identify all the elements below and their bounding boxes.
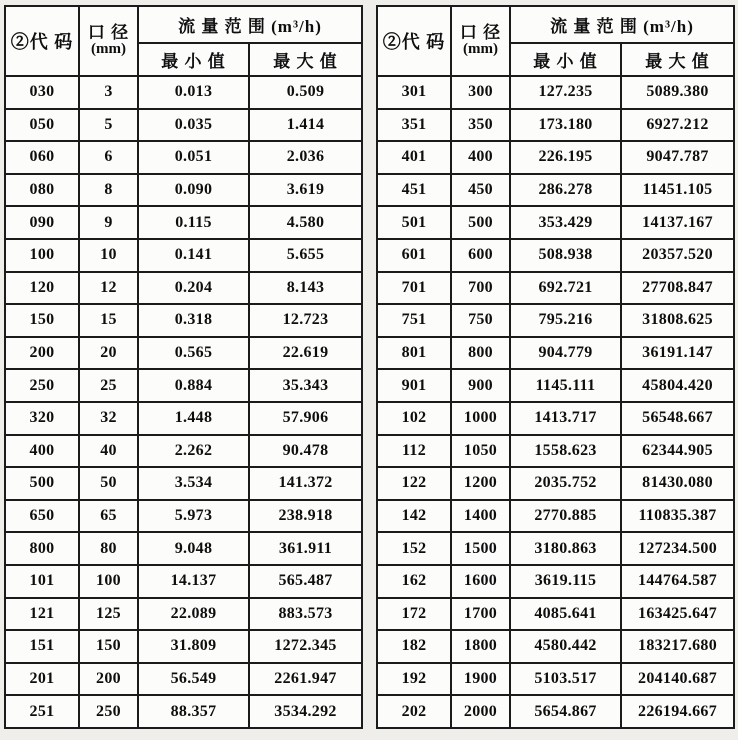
cell-diameter: 8 <box>79 174 138 207</box>
cell-diameter: 2000 <box>451 695 510 728</box>
table-row <box>377 663 734 696</box>
cell-diameter: 500 <box>451 206 510 239</box>
cell-max-value: 883.573 <box>249 598 362 631</box>
cell-max-value: 35.343 <box>249 369 362 402</box>
cell-diameter: 40 <box>79 435 138 468</box>
table-row <box>377 598 734 631</box>
cell-max-value: 11451.105 <box>621 174 734 207</box>
cell-min-value: 88.357 <box>138 695 249 728</box>
cell-max-value: 8.143 <box>249 272 362 305</box>
cell-code: 192 <box>377 663 451 696</box>
cell-max-value: 238.918 <box>249 500 362 533</box>
table-row <box>377 272 734 305</box>
cell-max-value: 163425.647 <box>621 598 734 631</box>
cell-min-value: 4085.641 <box>510 598 621 631</box>
cell-max-value: 3.619 <box>249 174 362 207</box>
cell-min-value: 0.204 <box>138 272 249 305</box>
cell-diameter: 1200 <box>451 467 510 500</box>
cell-min-value: 0.884 <box>138 369 249 402</box>
cell-max-value: 31808.625 <box>621 304 734 337</box>
cell-min-value: 4580.442 <box>510 630 621 663</box>
cell-max-value: 141.372 <box>249 467 362 500</box>
cell-diameter: 1050 <box>451 435 510 468</box>
table-row <box>377 369 734 402</box>
cell-max-value: 56548.667 <box>621 402 734 435</box>
table-row <box>377 76 734 109</box>
cell-max-value: 3534.292 <box>249 695 362 728</box>
cell-max-value: 127234.500 <box>621 532 734 565</box>
cell-diameter: 125 <box>79 598 138 631</box>
table-row <box>377 239 734 272</box>
cell-min-value: 0.141 <box>138 239 249 272</box>
cell-code: 162 <box>377 565 451 598</box>
cell-min-value: 5.973 <box>138 500 249 533</box>
cell-code: 120 <box>5 272 79 305</box>
cell-max-value: 27708.847 <box>621 272 734 305</box>
table-row <box>377 206 734 239</box>
cell-diameter: 900 <box>451 369 510 402</box>
cell-min-value: 5103.517 <box>510 663 621 696</box>
table-row <box>5 598 362 631</box>
cell-diameter: 65 <box>79 500 138 533</box>
cell-max-value: 204140.687 <box>621 663 734 696</box>
cell-code: 172 <box>377 598 451 631</box>
cell-diameter: 250 <box>79 695 138 728</box>
cell-diameter: 1500 <box>451 532 510 565</box>
cell-diameter: 100 <box>79 565 138 598</box>
cell-diameter: 800 <box>451 337 510 370</box>
table-row <box>5 500 362 533</box>
cell-max-value: 0.509 <box>249 76 362 109</box>
cell-diameter: 700 <box>451 272 510 305</box>
table-row <box>5 663 362 696</box>
cell-code: 301 <box>377 76 451 109</box>
cell-code: 151 <box>5 630 79 663</box>
cell-code: 090 <box>5 206 79 239</box>
cell-max-value: 2261.947 <box>249 663 362 696</box>
cell-min-value: 0.115 <box>138 206 249 239</box>
cell-diameter: 80 <box>79 532 138 565</box>
table-row <box>5 630 362 663</box>
cell-min-value: 508.938 <box>510 239 621 272</box>
cell-diameter: 9 <box>79 206 138 239</box>
cell-max-value: 1.414 <box>249 109 362 142</box>
table-row <box>5 532 362 565</box>
cell-min-value: 3619.115 <box>510 565 621 598</box>
cell-max-value: 5.655 <box>249 239 362 272</box>
cell-diameter: 450 <box>451 174 510 207</box>
cell-max-value: 4.580 <box>249 206 362 239</box>
diameter-label: 口 径 <box>459 23 502 43</box>
cell-min-value: 1145.111 <box>510 369 621 402</box>
cell-max-value: 45804.420 <box>621 369 734 402</box>
cell-code: 501 <box>377 206 451 239</box>
table-row <box>5 369 362 402</box>
cell-min-value: 9.048 <box>138 532 249 565</box>
min-value-header: 最 小 值 <box>138 43 249 76</box>
cell-code: 122 <box>377 467 451 500</box>
cell-diameter: 600 <box>451 239 510 272</box>
cell-max-value: 5089.380 <box>621 76 734 109</box>
cell-min-value: 5654.867 <box>510 695 621 728</box>
cell-diameter: 1700 <box>451 598 510 631</box>
table-row <box>377 402 734 435</box>
cell-min-value: 0.318 <box>138 304 249 337</box>
cell-min-value: 3180.863 <box>510 532 621 565</box>
cell-diameter: 5 <box>79 109 138 142</box>
cell-max-value: 565.487 <box>249 565 362 598</box>
cell-code: 152 <box>377 532 451 565</box>
table-row <box>5 467 362 500</box>
cell-code: 201 <box>5 663 79 696</box>
cell-code: 200 <box>5 337 79 370</box>
table-row <box>5 239 362 272</box>
table-row <box>377 304 734 337</box>
table-row <box>377 467 734 500</box>
cell-min-value: 56.549 <box>138 663 249 696</box>
table-row <box>5 141 362 174</box>
min-value-header: 最 小 值 <box>510 43 621 76</box>
cell-diameter: 300 <box>451 76 510 109</box>
cell-max-value: 81430.080 <box>621 467 734 500</box>
cell-min-value: 173.180 <box>510 109 621 142</box>
table-body-right <box>377 76 734 728</box>
table-row <box>5 272 362 305</box>
code-column-header: ②代 码 <box>377 6 451 76</box>
table-row <box>377 630 734 663</box>
diameter-column-header <box>79 6 138 76</box>
cell-min-value: 226.195 <box>510 141 621 174</box>
cell-diameter: 1000 <box>451 402 510 435</box>
cell-code: 102 <box>377 402 451 435</box>
table-row <box>5 565 362 598</box>
table-row <box>377 565 734 598</box>
cell-code: 800 <box>5 532 79 565</box>
flow-range-header: 流 量 范 围 (m³/h) <box>138 6 362 43</box>
code-column-header: ②代 码 <box>5 6 79 76</box>
diameter-label: 口 径 <box>87 23 130 43</box>
cell-max-value: 2.036 <box>249 141 362 174</box>
flow-table-left <box>4 5 363 729</box>
cell-min-value: 2035.752 <box>510 467 621 500</box>
cell-max-value: 20357.520 <box>621 239 734 272</box>
cell-min-value: 127.235 <box>510 76 621 109</box>
cell-code: 801 <box>377 337 451 370</box>
table-row <box>5 109 362 142</box>
cell-diameter: 400 <box>451 141 510 174</box>
table-row <box>5 435 362 468</box>
cell-min-value: 692.721 <box>510 272 621 305</box>
cell-diameter: 50 <box>79 467 138 500</box>
table-row <box>377 435 734 468</box>
cell-min-value: 2770.885 <box>510 500 621 533</box>
cell-code: 901 <box>377 369 451 402</box>
cell-max-value: 62344.905 <box>621 435 734 468</box>
cell-min-value: 795.216 <box>510 304 621 337</box>
cell-max-value: 36191.147 <box>621 337 734 370</box>
cell-max-value: 90.478 <box>249 435 362 468</box>
cell-min-value: 0.035 <box>138 109 249 142</box>
cell-code: 050 <box>5 109 79 142</box>
table-row <box>5 402 362 435</box>
flow-range-header: 流 量 范 围 (m³/h) <box>510 6 734 43</box>
cell-min-value: 1413.717 <box>510 402 621 435</box>
table-row <box>5 337 362 370</box>
cell-diameter: 6 <box>79 141 138 174</box>
cell-code: 121 <box>5 598 79 631</box>
cell-diameter: 1600 <box>451 565 510 598</box>
cell-min-value: 0.051 <box>138 141 249 174</box>
cell-code: 202 <box>377 695 451 728</box>
diameter-unit-label: (mm) <box>463 41 498 58</box>
cell-diameter: 3 <box>79 76 138 109</box>
cell-min-value: 0.090 <box>138 174 249 207</box>
cell-diameter: 200 <box>79 663 138 696</box>
table-row <box>377 337 734 370</box>
cell-diameter: 32 <box>79 402 138 435</box>
cell-max-value: 361.911 <box>249 532 362 565</box>
cell-diameter: 20 <box>79 337 138 370</box>
cell-min-value: 31.809 <box>138 630 249 663</box>
cell-max-value: 57.906 <box>249 402 362 435</box>
table-row <box>377 141 734 174</box>
cell-min-value: 0.565 <box>138 337 249 370</box>
cell-diameter: 15 <box>79 304 138 337</box>
cell-max-value: 22.619 <box>249 337 362 370</box>
table-row <box>5 174 362 207</box>
cell-code: 351 <box>377 109 451 142</box>
cell-min-value: 2.262 <box>138 435 249 468</box>
cell-min-value: 0.013 <box>138 76 249 109</box>
cell-code: 251 <box>5 695 79 728</box>
table-row <box>377 532 734 565</box>
cell-min-value: 1.448 <box>138 402 249 435</box>
cell-diameter: 1800 <box>451 630 510 663</box>
cell-code: 751 <box>377 304 451 337</box>
cell-diameter: 1400 <box>451 500 510 533</box>
cell-min-value: 286.278 <box>510 174 621 207</box>
flow-table-right <box>376 5 735 729</box>
cell-diameter: 150 <box>79 630 138 663</box>
table-row <box>5 76 362 109</box>
cell-max-value: 14137.167 <box>621 206 734 239</box>
cell-min-value: 22.089 <box>138 598 249 631</box>
cell-diameter: 25 <box>79 369 138 402</box>
table-row <box>5 206 362 239</box>
cell-code: 601 <box>377 239 451 272</box>
cell-code: 451 <box>377 174 451 207</box>
diameter-unit-label: (mm) <box>91 41 126 58</box>
cell-code: 150 <box>5 304 79 337</box>
cell-code: 182 <box>377 630 451 663</box>
cell-diameter: 12 <box>79 272 138 305</box>
cell-max-value: 6927.212 <box>621 109 734 142</box>
cell-min-value: 3.534 <box>138 467 249 500</box>
cell-code: 250 <box>5 369 79 402</box>
cell-min-value: 353.429 <box>510 206 621 239</box>
cell-code: 650 <box>5 500 79 533</box>
cell-diameter: 750 <box>451 304 510 337</box>
table-row <box>377 500 734 533</box>
cell-max-value: 183217.680 <box>621 630 734 663</box>
cell-min-value: 1558.623 <box>510 435 621 468</box>
max-value-header: 最 大 值 <box>249 43 362 76</box>
cell-max-value: 12.723 <box>249 304 362 337</box>
cell-code: 060 <box>5 141 79 174</box>
cell-code: 080 <box>5 174 79 207</box>
cell-code: 401 <box>377 141 451 174</box>
cell-max-value: 110835.387 <box>621 500 734 533</box>
cell-code: 320 <box>5 402 79 435</box>
cell-diameter: 350 <box>451 109 510 142</box>
table-row <box>5 304 362 337</box>
cell-diameter: 1900 <box>451 663 510 696</box>
cell-max-value: 9047.787 <box>621 141 734 174</box>
cell-max-value: 1272.345 <box>249 630 362 663</box>
table-header <box>5 6 362 76</box>
table-row <box>5 695 362 728</box>
cell-code: 142 <box>377 500 451 533</box>
cell-code: 100 <box>5 239 79 272</box>
cell-code: 101 <box>5 565 79 598</box>
cell-code: 030 <box>5 76 79 109</box>
table-row <box>377 174 734 207</box>
table-header <box>377 6 734 76</box>
cell-code: 400 <box>5 435 79 468</box>
table-row <box>377 109 734 142</box>
cell-min-value: 14.137 <box>138 565 249 598</box>
cell-min-value: 904.779 <box>510 337 621 370</box>
max-value-header: 最 大 值 <box>621 43 734 76</box>
cell-code: 500 <box>5 467 79 500</box>
cell-diameter: 10 <box>79 239 138 272</box>
cell-max-value: 226194.667 <box>621 695 734 728</box>
cell-max-value: 144764.587 <box>621 565 734 598</box>
cell-code: 701 <box>377 272 451 305</box>
table-body-left <box>5 76 362 728</box>
cell-code: 112 <box>377 435 451 468</box>
diameter-column-header <box>451 6 510 76</box>
table-row <box>377 695 734 728</box>
